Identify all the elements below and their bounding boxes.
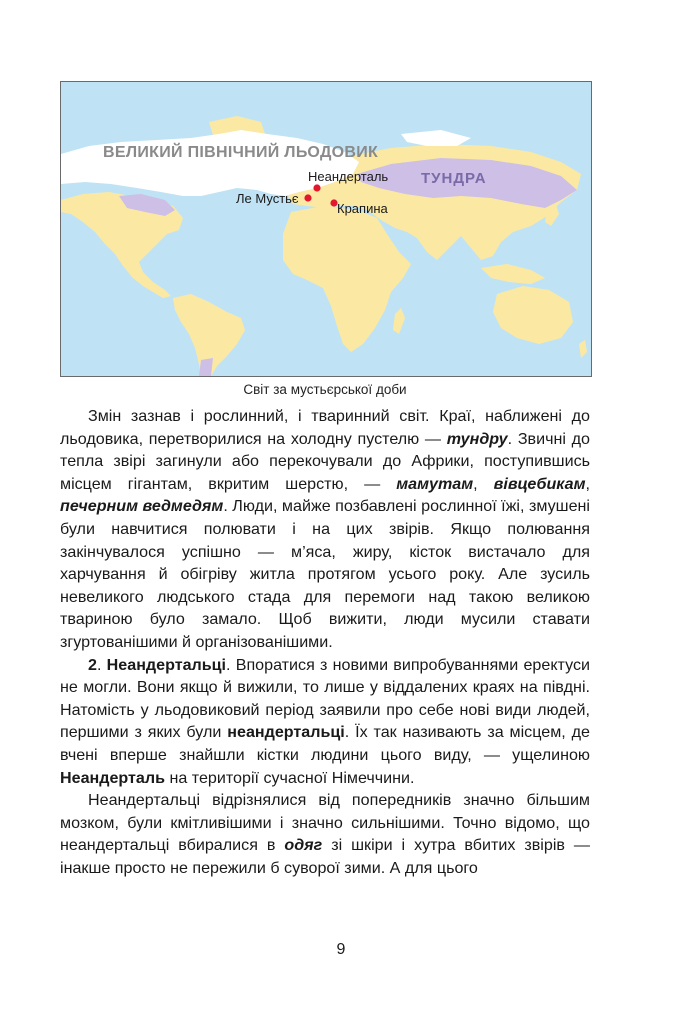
figure-caption: Світ за мустьєрської доби xyxy=(243,382,407,397)
site-label-krapina: Крапина xyxy=(337,201,388,216)
text-run: Неандертальці відрізнялися від попередників значно більшим мозком, були кмітливішими і значно сильнішими. Точно відомо, що неандертальці вбиралися в xyxy=(60,791,590,855)
site-label-neanderthal: Неандерталь xyxy=(308,169,389,184)
paragraph xyxy=(60,654,590,790)
text-run: зі шкіри і хутра вбитих звірів — інакше просто не пережили б суворої зими. А для цього xyxy=(60,836,590,877)
text-run: . Звичні до тепла звірі загинули або перекочували до Африки, поступившись місцем гігантам, вкритим шерстю, — xyxy=(60,429,590,493)
emphasis-text: Неандерталь xyxy=(60,768,165,787)
text-run: Змін зазнав і рослинний, і тваринний світ. Краї, наближені до льодовика, перетворилися на холодну пустелю — xyxy=(60,407,590,448)
text-run: . Люди, майже позбавлені рослинної їжі, змушені були навчитися полювати і на цих звірів. Якщо полювання закінчувалося успішно — м’яса, жиру, кісток вистачало для харчування й обігріву житла протягом усього року. Але зусиль невеликого людського стада для перемоги над такою великою твариною було замало. Щоб вижити, люди мусили ставати згуртованішими й організованішими. xyxy=(60,497,590,651)
emphasis-text: неандертальці xyxy=(227,723,345,742)
glacier-label: ВЕЛИКИЙ ПІВНІЧНИЙ ЛЬОДОВИК xyxy=(103,144,379,161)
emphasis-text: Неандертальці xyxy=(106,655,227,674)
tundra-south-america xyxy=(199,358,213,376)
page-number: 9 xyxy=(336,941,346,958)
body-text xyxy=(60,405,590,879)
world-map-figure xyxy=(60,81,592,377)
text-run: . xyxy=(96,655,107,674)
emphasis-text: печерним ведмедям xyxy=(60,497,224,516)
emphasis-text: вівцебикам xyxy=(493,474,586,493)
emphasis-text: мамутам xyxy=(396,474,474,493)
site-label-le-moustier: Ле Мустьє xyxy=(236,191,299,206)
text-run: , xyxy=(473,474,494,493)
site-marker-le-moustier xyxy=(304,194,311,201)
paragraph xyxy=(60,405,590,654)
emphasis-text: одяг xyxy=(284,836,323,855)
text-run: , xyxy=(585,474,590,493)
emphasis-text: 2 xyxy=(88,655,97,674)
text-run: на території сучасної Німеччини. xyxy=(164,768,415,787)
world-map xyxy=(61,82,591,376)
text-run: . Впоратися з новими випробуваннями еректуси не могли. Вони якщо й вижили, то лише у віддалених краях на півдні. Натомість у льодовиковий період заявили про себе нові види людей, першими з яких були xyxy=(60,655,590,742)
text-run: . Їх так називають за місцем, де вчені вперше знайшли кістки людини цього виду, — ущелиною xyxy=(60,723,590,764)
paragraph xyxy=(60,789,590,879)
tundra-label: ТУНДРА xyxy=(421,170,487,187)
emphasis-text: тундру xyxy=(446,429,508,448)
site-marker-neanderthal xyxy=(313,184,320,191)
